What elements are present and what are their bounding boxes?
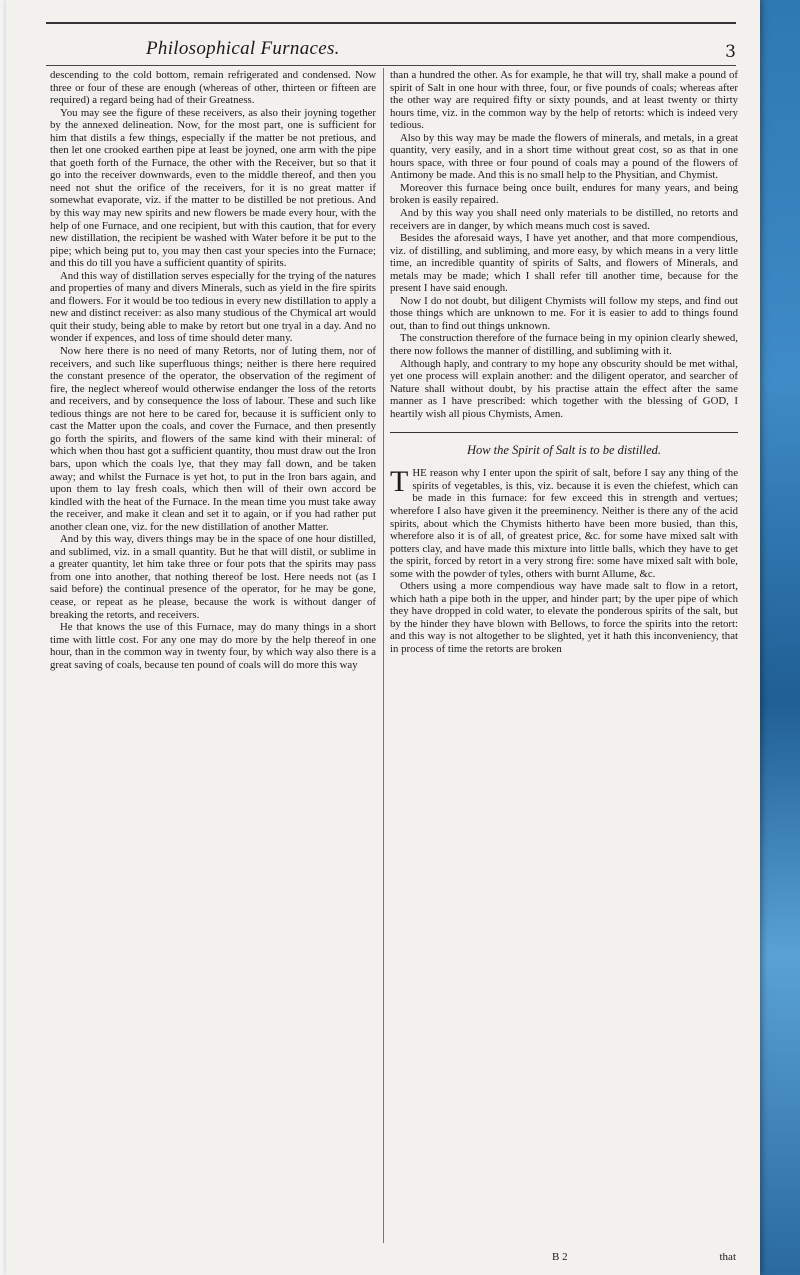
paragraph: You may see the figure of these receivers, as also their joyning together by the annexed delineation. Now, for the most part, one is sufficient for him that distils a few things, especially if the matter be not pretious, and then let one crooked earthen pipe at least be joyned, one arm with the pipe that goeth forth of the Furnace, the other with the Receiver, but so that it go into the receiver downwards, even to the middle thereof, and then you need not shut the orifice of the receivers, for it is no great matter if somewhat evaporate, viz. if the matter to be distilled be not pretious. And by this way may new spirits and new flowers be made every hour, with the help of one Furnace, and one recipient, but with this caution, that for every new distillation, the recipient be washed with Water before it be put to the pipe; which being put to, you may then cast your species into the Furnace; and this do till you have a sufficient quantity of spirits. xyxy=(50,106,376,270)
page-footer xyxy=(506,1251,736,1267)
section-title: How the Spirit of Salt is to be distilled. xyxy=(466,443,662,458)
header-rule xyxy=(46,65,736,66)
paragraph: Besides the aforesaid ways, I have yet another, and that more compendious, viz. of distilling, and subliming, and more easy, by which means in a very little time, an incredible quantity of spirits of Salts, and flowers of Minerals, and metals may be made; which I shall refer till another time, because for the present I have said enough. xyxy=(390,232,738,295)
drop-cap: T xyxy=(390,465,409,499)
section-first-paragraph xyxy=(390,467,738,580)
paragraph: And by this way you shall need only materials to be distilled, no retorts and receivers are in danger, by which means much cost is saved. xyxy=(390,207,738,232)
signature-mark: B 2 xyxy=(552,1251,568,1263)
paragraph: descending to the cold bottom, remain refrigerated and condensed. Now three or four of these are enough (whereas of other, thirteen or fifteen are required) a regard being had of their Greatness. xyxy=(50,69,376,107)
left-column xyxy=(50,69,376,1239)
column-divider xyxy=(383,68,384,1243)
paragraph: Now I do not doubt, but diligent Chymists will follow my steps, and find out those things which are unknown to me. For it is easier to add to things found out, than to find out things unknown. xyxy=(390,294,738,332)
paragraph: Others using a more compendious way have made salt to flow in a retort, which hath a pipe both in the upper, and hinder part; by the uper pipe of which they have dropped in cold water, to elevate the ponderous spirits of the salt, but by the hinder they have blown with Bellows, to force the spirits into the retort: and this way is not altogether to be slighted, yet it hath this inconveniency, that in process of time the retorts are broken xyxy=(390,580,738,655)
paragraph: Also by this way may be made the flowers of minerals, and metals, in a great quantity, very easily, and in a short time without great cost, so as that in one hours space, with three or four pound of coals may a pound of the flowers of Antimony be made. And this is no small help to the Physitian, and Chymist. xyxy=(390,131,738,182)
paragraph: And by this way, divers things may be in the space of one hour distilled, and sublimed, viz. in a small quantity. But he that will distil, or sublime in a greater quantity, let him take three or four pots that the spirits may pass from one into another, that nothing thereof be lost. Here needs not (as I said before) the continual presence of the operator, for he may be gone, cease, or repeat as he please, because the work is without danger of breaking the retorts, and receivers. xyxy=(50,533,376,621)
paragraph: Although haply, and contrary to my hope any obscurity should be met withal, yet one process will explain another: and the diligent operator, and searcher of Nature shall without doubt, by his practise attain the effect after the same manner as I have prescribed: which together with the blessing of GOD, I heartily wish all pious Chymists, Amen. xyxy=(390,357,738,420)
paragraph: Moreover this furnace being once built, endures for many years, and being broken is easily repaired. xyxy=(390,181,738,207)
right-column xyxy=(390,69,738,1269)
paragraph: than a hundred the other. As for example, he that will try, shall make a pound of spirit of Salt in one hour with three, four, or five pounds of coals; whereas after the other way are required fifty or sixty pounds, and at least twenty or thirty hours time, viz. in the common way by the help of retorts: which is indeed very tedious. xyxy=(390,69,738,132)
catchword: that xyxy=(719,1251,736,1263)
paragraph: And this way of distillation serves especially for the trying of the natures and properties of many and divers Minerals, such as yield in the fire spirits and flowers. For it would be too tedious in every new distillation to apply a new and distinct receiver: as also many studious of the Chymical art would quit their study, being able to make by retort but one tryal in a day. And no wonder if expences, and loss of time should deter many. xyxy=(50,269,376,345)
paragraph-text: HE reason why I enter upon the spirit of salt, before I say any thing of the spirits of vegetables, is this, viz. because it is even the chiefest, which can be made in this furnace: for few exceed this in strength and vertues; wherefore I also have given it the preeminency. Neither is there any of the acid spirits, about which the Chymists hitherto have been more busied, than this, wherefore also it is of all, of greatest price, &c. for some have mixed salt with potters clay, and have made this mixture into little balls, which they have to get the spirit, forced by retort in a very strong fire: some have mixed salt with bole, some with the powder of tyles, others with burnt Allume, &c. xyxy=(390,467,738,580)
page-number: 3 xyxy=(725,42,736,62)
book-page xyxy=(6,0,760,1275)
top-rule xyxy=(46,22,736,24)
paragraph: He that knows the use of this Furnace, may do many things in a short time with little cost. For any one may do more by the help thereof in one hour, than in the common way in twenty four, by which way also there is a great saving of coals, because ten pound of coals will do more this way xyxy=(50,621,376,671)
running-title: Philosophical Furnaces. xyxy=(146,38,340,59)
paragraph: The construction therefore of the furnace being in my opinion clearly shewed, there now follows the manner of distilling, and subliming with it. xyxy=(390,332,738,358)
paragraph: Now here there is no need of many Retorts, nor of luting them, nor of receivers, and such like superfluous things; neither is there here required the constant presence of the operator, the observation of the regiment of fire, the neglect whereof would otherwise endanger the loss of the retorts and receivers, and by consequence the loss of labour. These and such like tedious things are not here to be cared for, because it is sufficient only to cast the Matter upon the coals, and cover the Furnace, and then presently go forth the spirits, and flowers of the same kind with their mineral: of which when thou hast got a sufficient quantity, thou must draw out the Iron bars, upon which the coals lye, that they may fall down, and be taken away; and whilst the Furnace is yet hot, to put in the Iron bars again, and upon them to lay fresh coals, which then will of their own accord be kindled with the heat of the Furnace. In the mean time you must take away the receiver, and make it clean and set it to again, or if you had rather put another clean one, viz. for the new distillation of another Matter. xyxy=(50,345,376,533)
section-rule xyxy=(390,432,738,433)
page-header xyxy=(146,38,736,68)
